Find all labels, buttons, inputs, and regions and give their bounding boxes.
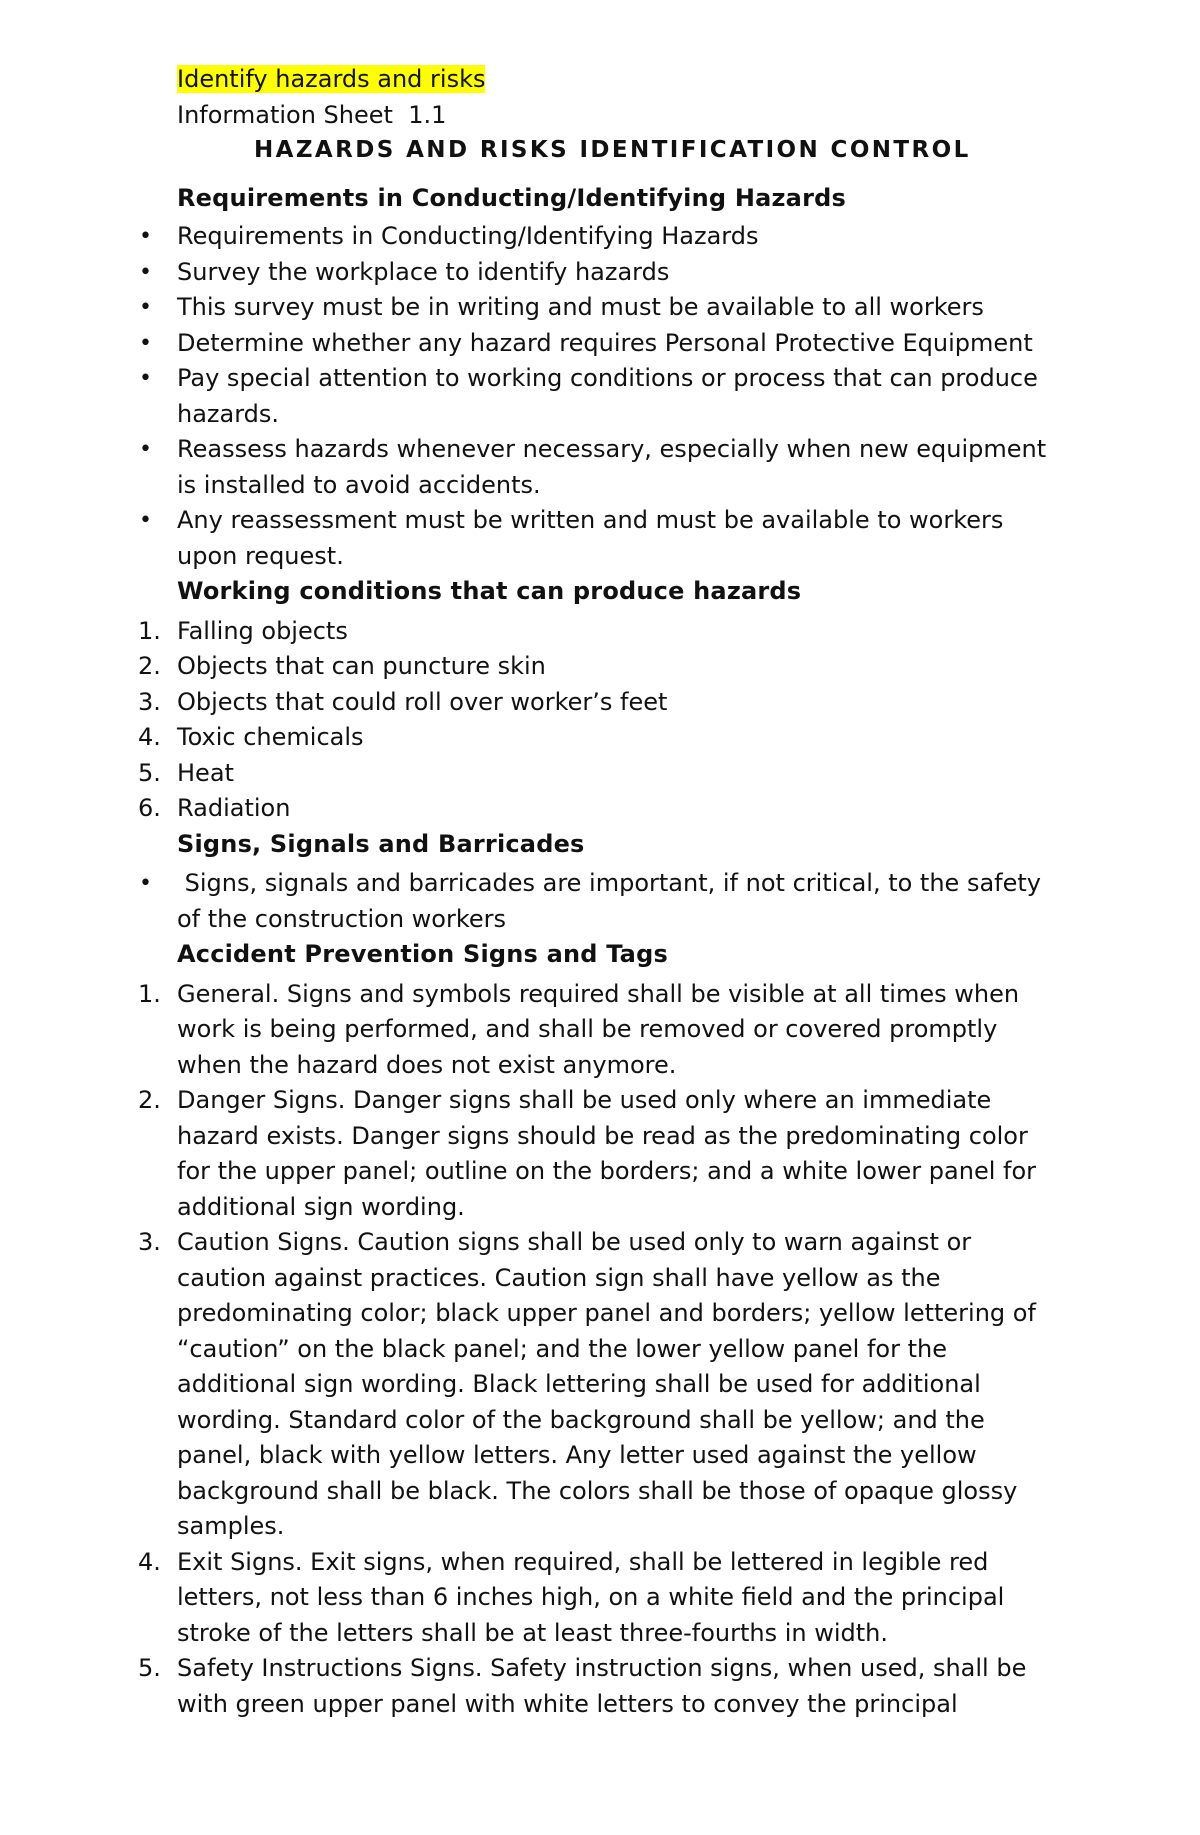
list-item-text: Heat [177,758,234,787]
list-number: 2. [138,652,161,680]
accident-prevention-list [138,977,1057,1723]
requirements-list [177,219,1057,574]
requirements-heading: Requirements in Conducting/Identifying Hazards [177,183,846,212]
list-item-text: Caution Signs. Caution signs shall be used only to warn against or caution against practices. Caution sign shall have yellow as the predominating color; black upper panel and borders; yellow lettering of “caution” on the black panel; and the lower yellow panel for the additional sign wording. Black lettering shall be used for additional wording. Standard color of the background shall be yellow; and the panel, black with yellow letters. Any letter used against the yellow background shall be black. The colors shall be those of opaque glossy samples. [177,1228,1036,1540]
list-item [138,977,1057,1084]
list-number: 2. [138,1086,161,1114]
list-item-text: General. Signs and symbols required shall be visible at all times when work is being performed, and shall be removed or covered promptly when the hazard does not exist anymore. [177,979,1020,1079]
list-number: 6. [138,794,161,822]
list-item-text: Exit Signs. Exit signs, when required, shall be lettered in legible red letters, not less than 6 inches high, on a white field and the principal stroke of the letters shall be at least three-fourths in width. [177,1547,1005,1647]
list-item-text: Objects that can puncture skin [177,652,546,680]
list-item: • Pay special attention to working conditions or process that can produce hazards. [177,361,1057,432]
list-item [138,1651,1057,1722]
list-item [138,649,1057,685]
highlighted-topic [177,62,1057,98]
list-item: • Signs, signals and barricades are important, if not critical, to the safety of the construction workers [177,866,1057,937]
signs-signals-list [177,866,1057,937]
list-item [138,1083,1057,1225]
list-number: 3. [138,1228,161,1256]
list-item-text: Objects that could roll over worker’s feet [177,687,668,716]
list-item: • Survey the workplace to identify hazards [177,255,1057,291]
list-item [138,756,1057,792]
list-number: 1. [138,616,161,645]
list-item [138,1545,1057,1652]
list-item: • Reassess hazards whenever necessary, especially when new equipment is installed to avoid accidents. [177,432,1057,503]
list-number: 5. [138,1654,161,1682]
working-conditions-heading: Working conditions that can produce hazards [177,577,802,605]
list-number: 3. [138,687,161,716]
list-item-text: Radiation [177,794,291,822]
list-item: • Determine whether any hazard requires Personal Protective Equipment [177,326,1057,362]
list-number: 5. [138,758,161,787]
accident-prevention-heading: Accident Prevention Signs and Tags [177,940,668,968]
list-item: • Requirements in Conducting/Identifying Hazards [177,219,1057,255]
list-item: • This survey must be in writing and must be available to all workers [177,290,1057,326]
list-item-text: Safety Instructions Signs. Safety instruction signs, when used, shall be with green upper panel with white letters to convey the principal [177,1654,1027,1718]
list-number: 4. [138,723,161,751]
document-body [138,62,1057,1722]
list-number: 4. [138,1547,161,1576]
signs-signals-heading: Signs, Signals and Barricades [177,829,585,858]
list-item [138,791,1057,827]
list-item: • Any reassessment must be written and must be available to workers upon request. [177,503,1057,574]
topic-highlight: Identify hazards and risks [177,65,486,93]
document-title: HAZARDS AND RISKS IDENTIFICATION CONTROL [254,137,971,163]
list-item-text: Toxic chemicals [177,723,364,751]
list-item [138,614,1057,650]
list-item [138,685,1057,721]
list-item-text: Falling objects [177,616,348,645]
information-sheet-label: Information Sheet 1.1 [177,100,447,129]
list-item [138,720,1057,756]
working-conditions-list [138,614,1057,827]
list-item [138,1225,1057,1545]
list-number: 1. [138,979,161,1008]
list-item-text: Danger Signs. Danger signs shall be used only where an immediate hazard exists. Danger signs should be read as the predominating color for the upper panel; outline on the borders; and a white lower panel for additional sign wording. [177,1086,1037,1221]
